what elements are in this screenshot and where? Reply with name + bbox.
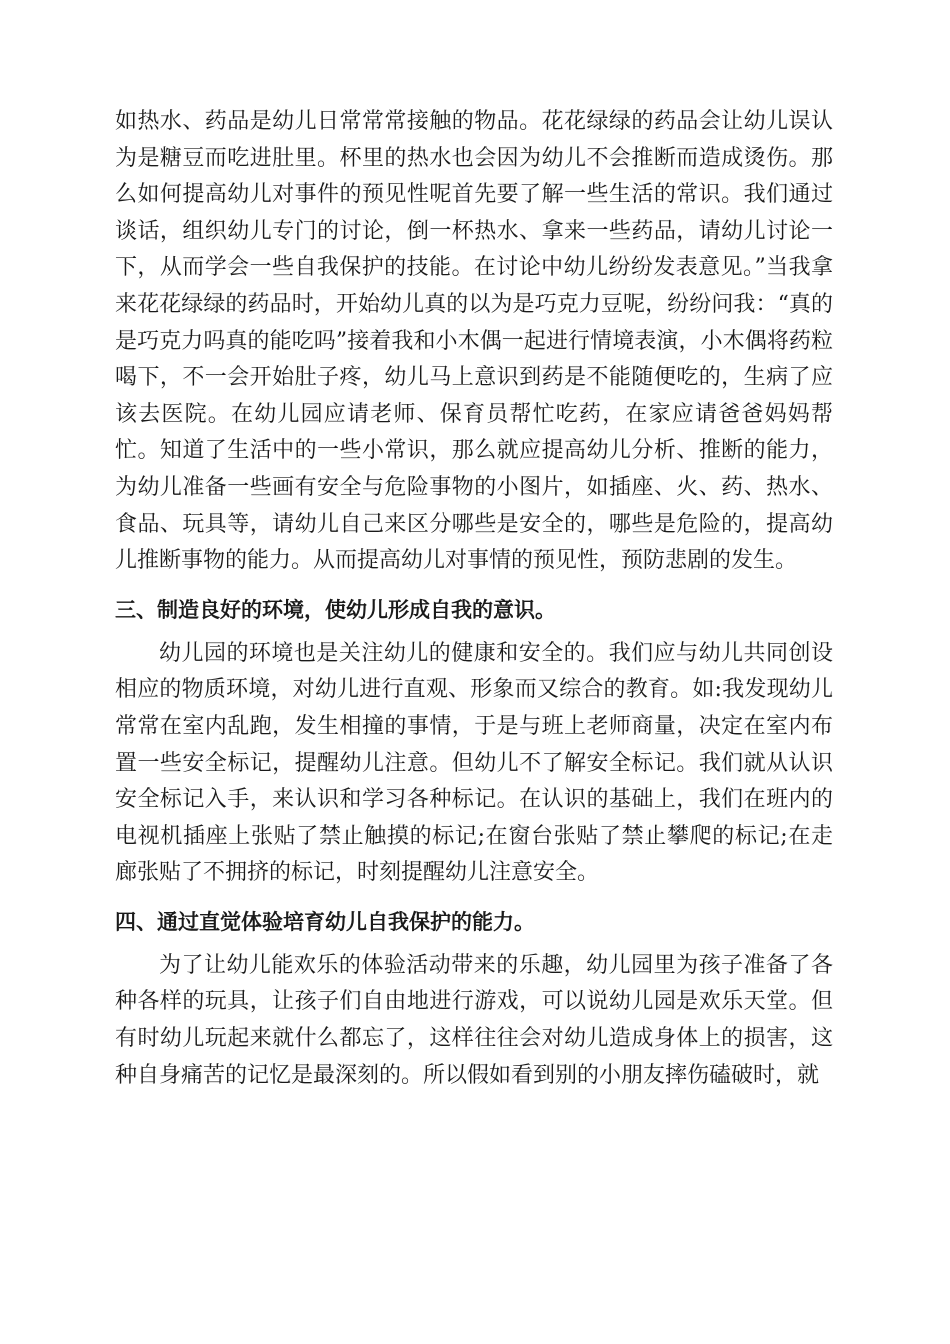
body-paragraph-environment: 幼儿园的环境也是关注幼儿的健康和安全的。我们应与幼儿共同创设相应的物质环境，对幼儿进行直观、形象而又综合的教育。如:我发现幼儿常常在室内乱跑，发生相撞的事情，于是与班上老师商量，决定在室内布置一些安全标记，提醒幼儿注意。但幼儿不了解安全标记。我们就从认识安全标记入手，来认识和学习各种标记。在认识的基础上，我们在班内的电视机插座上张贴了禁止触摸的标记;在窗台张贴了禁止攀爬的标记;在走廊张贴了不拥挤的标记，时刻提醒幼儿注意安全。: [115, 640, 833, 886]
document-page: [115, 104, 833, 1094]
body-paragraph-experience: 为了让幼儿能欢乐的体验活动带来的乐趣，幼儿园里为孩子准备了各种各样的玩具，让孩子们自由地进行游戏，可以说幼儿园是欢乐天堂。但有时幼儿玩起来就什么都忘了，这样往往会对幼儿造成身体上的损害，这种自身痛苦的记忆是最深刻的。所以假如看到别的小朋友摔伤磕破时，就: [115, 952, 833, 1088]
body-paragraph-medicine: 如热水、药品是幼儿日常常常接触的物品。花花绿绿的药品会让幼儿误认为是糖豆而吃进肚里。杯里的热水也会因为幼儿不会推断而造成烫伤。那么如何提高幼儿对事件的预见性呢首先要了解一些生活的常识。我们通过谈话，组织幼儿专门的讨论，倒一杯热水、拿来一些药品，请幼儿讨论一下，从而学会一些自我保护的技能。在讨论中幼儿纷纷发表意见。”当我拿来花花绿绿的药品时，开始幼儿真的以为是巧克力豆呢，纷纷问我：“真的是巧克力吗真的能吃吗”接着我和小木偶一起进行情境表演，小木偶将药粒喝下，不一会开始肚子疼，幼儿马上意识到药是不能随便吃的，生病了应该去医院。在幼儿园应请老师、保育员帮忙吃药，在家应请爸爸妈妈帮忙。知道了生活中的一些小常识，那么就应提高幼儿分析、推断的能力，为幼儿准备一些画有安全与危险事物的小图片，如插座、火、药、热水、食品、玩具等，请幼儿自己来区分哪些是安全的，哪些是危险的，提高幼儿推断事物的能力。从而提高幼儿对事情的预见性，预防悲剧的发生。: [115, 109, 833, 574]
section-heading-experience: 四、通过直觉体验培育幼儿自我保护的能力。: [115, 909, 535, 934]
section-heading-environment: 三、制造良好的环境，使幼儿形成自我的意识。: [115, 597, 556, 622]
